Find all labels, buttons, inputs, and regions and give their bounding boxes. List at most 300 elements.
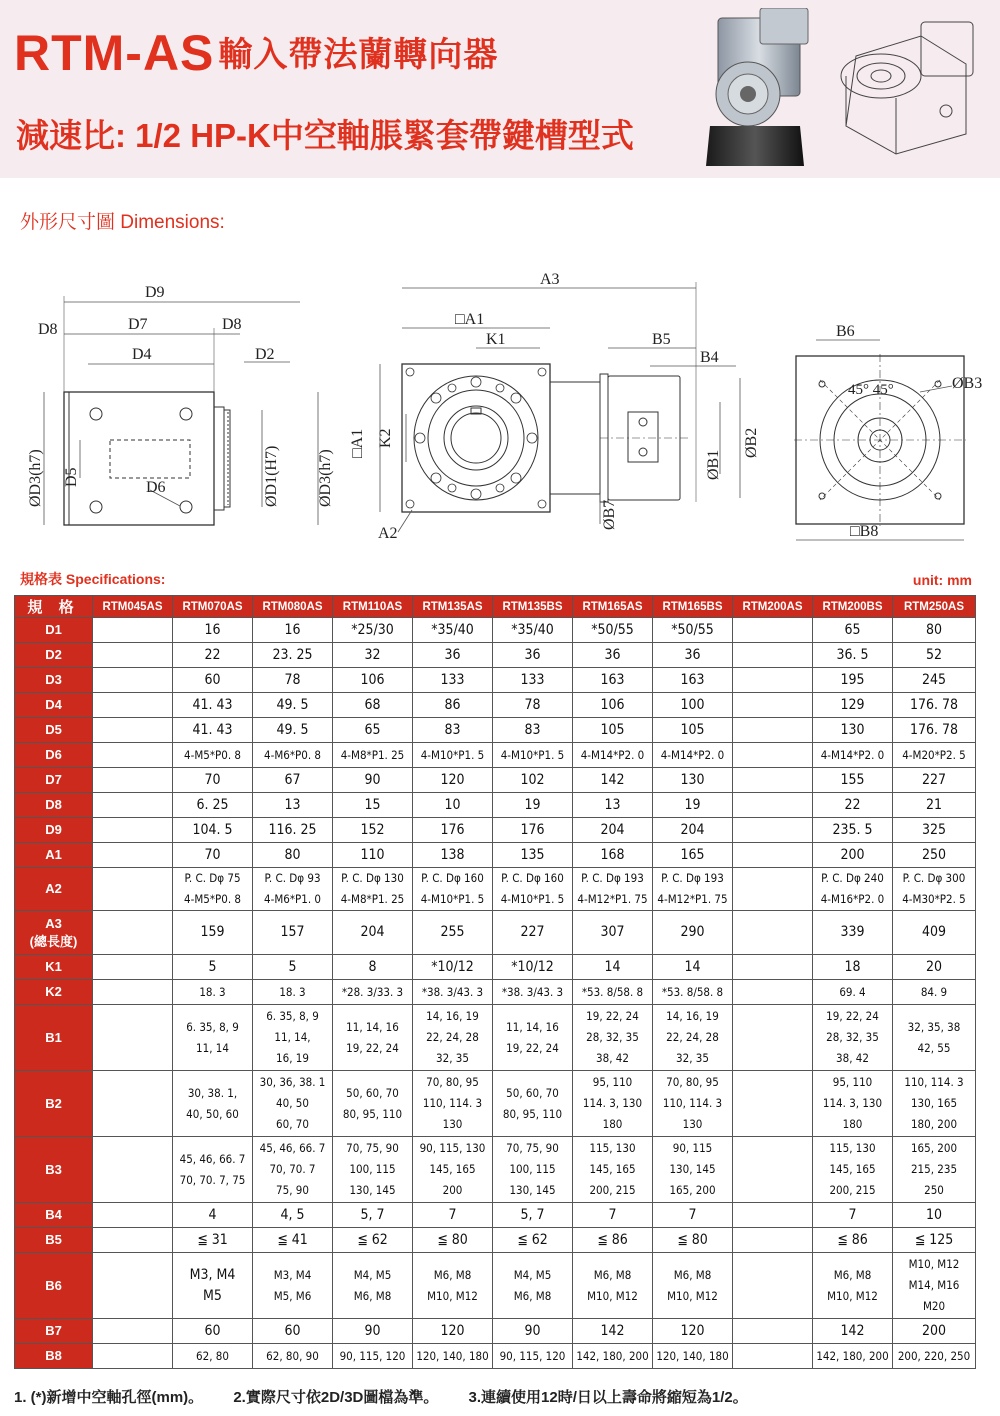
label-b4: B4 [700, 349, 719, 366]
row-label: D4 [15, 693, 93, 718]
table-cell: 22 [813, 793, 893, 818]
table-cell: 70, 75, 90 100, 115 130, 145 [333, 1137, 413, 1203]
table-cell: 142 [573, 1319, 653, 1344]
side-view-labels [27, 284, 334, 507]
table-cell [93, 818, 173, 843]
table-cell: 155 [813, 768, 893, 793]
table-cell: 90, 115, 120 [493, 1344, 573, 1369]
footnote-1: 1. (*)新增中空軸孔徑(mm)。 [14, 1389, 204, 1406]
table-cell: *35/40 [413, 618, 493, 643]
table-cell: 83 [413, 718, 493, 743]
table-cell [733, 743, 813, 768]
table-row [15, 1344, 976, 1369]
table-cell: 176. 78 [893, 718, 976, 743]
table-cell: P. C. Dφ 240 4-M16*P2. 0 [813, 868, 893, 911]
table-cell [733, 693, 813, 718]
table-cell: 13 [573, 793, 653, 818]
row-label: D1 [15, 618, 93, 643]
table-cell: *38. 3/43. 3 [493, 980, 573, 1005]
table-cell: 105 [653, 718, 733, 743]
table-cell: 4-M6*P0. 8 [253, 743, 333, 768]
dimension-drawing [0, 262, 1000, 562]
label-b2: ØB2 [743, 427, 760, 458]
table-row [15, 793, 976, 818]
table-cell: ≦ 80 [653, 1228, 733, 1253]
table-cell [733, 1071, 813, 1137]
table-cell: *10/12 [493, 955, 573, 980]
table-cell [93, 1005, 173, 1071]
table-cell: 62, 80 [173, 1344, 253, 1369]
table-cell: 157 [253, 911, 333, 955]
model-header: RTM135AS [413, 596, 493, 618]
model-header: RTM045AS [93, 596, 173, 618]
table-cell: 90 [493, 1319, 573, 1344]
table-cell: 235. 5 [813, 818, 893, 843]
table-cell: 195 [813, 668, 893, 693]
label-d9: D9 [145, 284, 165, 301]
table-cell: 4-M10*P1. 5 [493, 743, 573, 768]
table-cell: 4-M14*P2. 0 [813, 743, 893, 768]
table-cell: 245 [893, 668, 976, 693]
table-header-row [15, 596, 976, 618]
table-cell: 18. 3 [173, 980, 253, 1005]
table-cell: ≦ 62 [333, 1228, 413, 1253]
table-cell: 80 [893, 618, 976, 643]
table-cell: *10/12 [413, 955, 493, 980]
table-cell: *38. 3/43. 3 [413, 980, 493, 1005]
table-cell: *53. 8/58. 8 [573, 980, 653, 1005]
table-cell: 36 [493, 643, 573, 668]
table-row [15, 1005, 976, 1071]
table-cell: 21 [893, 793, 976, 818]
table-cell: P. C. Dφ 130 4-M8*P1. 25 [333, 868, 413, 911]
table-cell: ≦ 86 [813, 1228, 893, 1253]
table-cell: 115, 130 145, 165 200, 215 [573, 1137, 653, 1203]
table-cell: 68 [333, 693, 413, 718]
table-cell: 204 [333, 911, 413, 955]
table-cell: 60 [173, 668, 253, 693]
table-cell: 100 [653, 693, 733, 718]
row-label: D5 [15, 718, 93, 743]
table-row [15, 868, 976, 911]
table-row [15, 1319, 976, 1344]
table-cell: 45, 46, 66. 7 70, 70. 7 75, 90 [253, 1137, 333, 1203]
table-row [15, 693, 976, 718]
table-cell: ≦ 80 [413, 1228, 493, 1253]
table-cell: ≦ 125 [893, 1228, 976, 1253]
table-cell: 80 [253, 843, 333, 868]
row-label: D6 [15, 743, 93, 768]
footnote-2: 2.實際尺寸依2D/3D圖檔為準。 [233, 1389, 439, 1406]
model-header: RTM200AS [733, 596, 813, 618]
table-cell: 30, 38. 1, 40, 50, 60 [173, 1071, 253, 1137]
table-row [15, 743, 976, 768]
table-cell [733, 668, 813, 693]
row-label: D9 [15, 818, 93, 843]
table-cell: 138 [413, 843, 493, 868]
table-cell: 50, 60, 70 80, 95, 110 [333, 1071, 413, 1137]
model-header: RTM165BS [653, 596, 733, 618]
table-cell [733, 1253, 813, 1319]
table-cell: 6. 25 [173, 793, 253, 818]
table-cell: 6. 35, 8, 9 11, 14, 16, 19 [253, 1005, 333, 1071]
table-cell: 409 [893, 911, 976, 955]
table-cell: 23. 25 [253, 643, 333, 668]
table-cell: 133 [413, 668, 493, 693]
table-cell: 14, 16, 19 22, 24, 28 32, 35 [413, 1005, 493, 1071]
table-cell: P. C. Dφ 160 4-M10*P1. 5 [413, 868, 493, 911]
table-cell: 90, 115, 120 [333, 1344, 413, 1369]
table-cell [733, 1203, 813, 1228]
table-cell: 84. 9 [893, 980, 976, 1005]
table-cell [93, 1228, 173, 1253]
table-row [15, 1137, 976, 1203]
model-header: RTM080AS [253, 596, 333, 618]
table-cell [733, 911, 813, 955]
table-cell: 106 [573, 693, 653, 718]
table-cell: *28. 3/33. 3 [333, 980, 413, 1005]
unit-label: unit: mm [912, 572, 972, 588]
table-cell: 163 [653, 668, 733, 693]
row-label: A3 (總長度) [15, 911, 93, 955]
table-cell: 49. 5 [253, 718, 333, 743]
specifications-table [14, 595, 976, 1369]
label-b6: B6 [836, 323, 855, 340]
table-cell [93, 743, 173, 768]
table-cell: 339 [813, 911, 893, 955]
table-cell: M3, M4 M5 [173, 1253, 253, 1319]
row-label: A2 [15, 868, 93, 911]
table-cell [93, 980, 173, 1005]
table-cell: 152 [333, 818, 413, 843]
model-header: RTM070AS [173, 596, 253, 618]
label-a1-side: □A1 [349, 428, 366, 458]
table-cell: P. C. Dφ 75 4-M5*P0. 8 [173, 868, 253, 911]
table-cell: 32 [333, 643, 413, 668]
row-label: B1 [15, 1005, 93, 1071]
table-cell: 14 [653, 955, 733, 980]
table-cell: 200 [893, 1319, 976, 1344]
row-label: K1 [15, 955, 93, 980]
label-d1: ØD1(H7) [263, 445, 280, 507]
table-cell: 5, 7 [493, 1203, 573, 1228]
table-cell: P. C. Dφ 193 4-M12*P1. 75 [653, 868, 733, 911]
table-cell: 8 [333, 955, 413, 980]
row-label: D7 [15, 768, 93, 793]
table-cell: 4, 5 [253, 1203, 333, 1228]
table-cell: 60 [253, 1319, 333, 1344]
label-d2: D2 [255, 346, 275, 363]
table-row [15, 1228, 976, 1253]
table-cell: 45, 46, 66. 7 70, 70. 7, 75 [173, 1137, 253, 1203]
page-title [14, 24, 498, 82]
table-row [15, 955, 976, 980]
table-cell: ≦ 86 [573, 1228, 653, 1253]
row-label: D3 [15, 668, 93, 693]
table-cell: 49. 5 [253, 693, 333, 718]
table-cell: 16 [253, 618, 333, 643]
table-cell: 62, 80, 90 [253, 1344, 333, 1369]
table-cell: 204 [653, 818, 733, 843]
table-cell [733, 1005, 813, 1071]
table-cell: 106 [333, 668, 413, 693]
table-cell: 7 [573, 1203, 653, 1228]
table-cell: *53. 8/58. 8 [653, 980, 733, 1005]
label-b7: ØB7 [601, 499, 618, 530]
table-row [15, 643, 976, 668]
table-cell: 36 [413, 643, 493, 668]
table-cell: 10 [413, 793, 493, 818]
table-cell: 7 [413, 1203, 493, 1228]
table-cell: 159 [173, 911, 253, 955]
table-row [15, 1253, 976, 1319]
table-cell [93, 693, 173, 718]
table-cell: 19 [653, 793, 733, 818]
dimensions-title: 外形尺寸圖 Dimensions: [20, 212, 225, 233]
table-cell [733, 618, 813, 643]
table-row [15, 818, 976, 843]
label-d4: D4 [132, 346, 152, 363]
table-cell: M6, M8 M10, M12 [813, 1253, 893, 1319]
table-cell: 36 [653, 643, 733, 668]
table-cell: 60 [173, 1319, 253, 1344]
table-cell [93, 793, 173, 818]
table-cell: P. C. Dφ 193 4-M12*P1. 75 [573, 868, 653, 911]
table-cell [93, 643, 173, 668]
table-cell: ≦ 62 [493, 1228, 573, 1253]
table-cell: 70 [173, 768, 253, 793]
table-cell: 69. 4 [813, 980, 893, 1005]
table-cell: 250 [893, 843, 976, 868]
table-cell [733, 1228, 813, 1253]
row-label: B5 [15, 1228, 93, 1253]
table-cell: 142, 180, 200 [573, 1344, 653, 1369]
table-cell: 18. 3 [253, 980, 333, 1005]
table-row [15, 1203, 976, 1228]
label-b1: ØB1 [705, 449, 722, 480]
footnotes [14, 1386, 774, 1407]
table-cell: 115, 130 145, 165 200, 215 [813, 1137, 893, 1203]
table-cell: 90, 115 130, 145 165, 200 [653, 1137, 733, 1203]
label-d8-left: D8 [38, 321, 58, 338]
label-k1: K1 [486, 331, 506, 348]
label-d3-right: ØD3(h7) [317, 449, 334, 507]
table-cell: 52 [893, 643, 976, 668]
table-cell [93, 1253, 173, 1319]
model-header: RTM250AS [893, 596, 976, 618]
label-b5: B5 [652, 331, 671, 348]
table-cell: 4-M14*P2. 0 [653, 743, 733, 768]
table-cell: 70 [173, 843, 253, 868]
header-spec-label: 規 格 [15, 596, 93, 618]
table-cell: 4-M20*P2. 5 [893, 743, 976, 768]
page-subtitle: 減速比: 1/2 HP-K中空軸脹緊套帶鍵槽型式 [16, 117, 634, 154]
table-cell: 7 [653, 1203, 733, 1228]
table-cell: 78 [253, 668, 333, 693]
table-cell: 67 [253, 768, 333, 793]
label-d6: D6 [146, 479, 166, 496]
label-a1-top: □A1 [455, 311, 485, 328]
table-cell: 19, 22, 24 28, 32, 35 38, 42 [573, 1005, 653, 1071]
table-cell: 70, 80, 95 110, 114. 3 130 [653, 1071, 733, 1137]
table-cell: 90 [333, 1319, 413, 1344]
title-model: RTM-AS [14, 25, 215, 81]
table-cell: 36 [573, 643, 653, 668]
table-cell [733, 718, 813, 743]
table-cell [733, 955, 813, 980]
row-label: B2 [15, 1071, 93, 1137]
table-row [15, 980, 976, 1005]
table-cell: 65 [813, 618, 893, 643]
table-cell [93, 1344, 173, 1369]
row-label: B3 [15, 1137, 93, 1203]
table-cell: 22 [173, 643, 253, 668]
table-cell: 163 [573, 668, 653, 693]
table-row [15, 768, 976, 793]
table-cell: 13 [253, 793, 333, 818]
table-cell: 120 [413, 768, 493, 793]
table-cell: P. C. Dφ 160 4-M10*P1. 5 [493, 868, 573, 911]
title-cn: 輸入帶法蘭轉向器 [218, 36, 499, 74]
table-cell: 133 [493, 668, 573, 693]
table-cell: 11, 14, 16 19, 22, 24 [333, 1005, 413, 1071]
table-cell [93, 1203, 173, 1228]
table-cell: 7 [813, 1203, 893, 1228]
product-photo [700, 8, 818, 168]
row-label: D2 [15, 643, 93, 668]
end-view [794, 340, 966, 540]
table-cell: 5 [173, 955, 253, 980]
table-row [15, 718, 976, 743]
product-line-drawing [826, 16, 986, 161]
label-d3-left: ØD3(h7) [27, 449, 44, 507]
table-cell: 70, 75, 90 100, 115 130, 145 [493, 1137, 573, 1203]
table-cell [93, 1137, 173, 1203]
row-label: B7 [15, 1319, 93, 1344]
table-cell: 65 [333, 718, 413, 743]
table-cell: 290 [653, 911, 733, 955]
table-cell: 50, 60, 70 80, 95, 110 [493, 1071, 573, 1137]
table-row [15, 1071, 976, 1137]
table-cell: 4-M14*P2. 0 [573, 743, 653, 768]
table-cell: 200, 220, 250 [893, 1344, 976, 1369]
table-cell [733, 818, 813, 843]
table-cell: ≦ 31 [173, 1228, 253, 1253]
table-cell: 120, 140, 180 [413, 1344, 493, 1369]
table-cell [93, 668, 173, 693]
table-cell: 4-M10*P1. 5 [413, 743, 493, 768]
table-cell [733, 868, 813, 911]
label-d7: D7 [128, 316, 148, 333]
table-cell: 41. 43 [173, 693, 253, 718]
table-cell: 142 [573, 768, 653, 793]
table-cell [93, 618, 173, 643]
table-cell [733, 980, 813, 1005]
table-cell: 104. 5 [173, 818, 253, 843]
table-cell: 135 [493, 843, 573, 868]
model-header: RTM165AS [573, 596, 653, 618]
label-a3: A3 [540, 271, 560, 288]
table-cell: 307 [573, 911, 653, 955]
table-row [15, 911, 976, 955]
table-cell: 105 [573, 718, 653, 743]
header-banner [0, 0, 1000, 178]
table-cell [733, 793, 813, 818]
table-row [15, 843, 976, 868]
table-cell: 20 [893, 955, 976, 980]
table-cell: 168 [573, 843, 653, 868]
table-cell: 86 [413, 693, 493, 718]
table-cell: ≦ 41 [253, 1228, 333, 1253]
table-cell: 120, 140, 180 [653, 1344, 733, 1369]
table-cell: 176 [413, 818, 493, 843]
table-cell: 227 [493, 911, 573, 955]
label-k2: K2 [377, 428, 394, 448]
table-cell: 90, 115, 130 145, 165 200 [413, 1137, 493, 1203]
table-cell [93, 843, 173, 868]
table-cell [733, 843, 813, 868]
table-cell [93, 768, 173, 793]
table-cell: M6, M8 M10, M12 [413, 1253, 493, 1319]
table-cell: 130 [813, 718, 893, 743]
label-d8-right: D8 [222, 316, 242, 333]
table-cell: M10, M12 M14, M16 M20 [893, 1253, 976, 1319]
table-cell [733, 1137, 813, 1203]
table-cell [93, 718, 173, 743]
table-cell [93, 911, 173, 955]
table-cell: 5, 7 [333, 1203, 413, 1228]
table-cell: 14, 16, 19 22, 24, 28 32, 35 [653, 1005, 733, 1071]
table-cell: 6. 35, 8, 9 11, 14 [173, 1005, 253, 1071]
table-cell: *50/55 [653, 618, 733, 643]
table-cell: 95, 110 114. 3, 130 180 [573, 1071, 653, 1137]
table-cell: 16 [173, 618, 253, 643]
table-cell: 14 [573, 955, 653, 980]
table-cell: 110 [333, 843, 413, 868]
table-cell: 255 [413, 911, 493, 955]
table-cell: 19, 22, 24 28, 32, 35 38, 42 [813, 1005, 893, 1071]
table-cell: 130 [653, 768, 733, 793]
row-label: A1 [15, 843, 93, 868]
table-cell: 95, 110 114. 3, 130 180 [813, 1071, 893, 1137]
table-cell: 204 [573, 818, 653, 843]
table-cell: 165 [653, 843, 733, 868]
table-cell: 36. 5 [813, 643, 893, 668]
row-label: B8 [15, 1344, 93, 1369]
front-view-labels [349, 271, 760, 542]
table-cell: *25/30 [333, 618, 413, 643]
table-cell [733, 1344, 813, 1369]
table-cell: 102 [493, 768, 573, 793]
table-cell: 176. 78 [893, 693, 976, 718]
table-cell: P. C. Dφ 300 4-M30*P2. 5 [893, 868, 976, 911]
table-cell: 116. 25 [253, 818, 333, 843]
label-angles: 45° 45° [848, 382, 894, 398]
table-cell: 165, 200 215, 235 250 [893, 1137, 976, 1203]
table-cell: 176 [493, 818, 573, 843]
table-cell: 5 [253, 955, 333, 980]
front-view [380, 282, 740, 532]
table-cell: 15 [333, 793, 413, 818]
table-row [15, 668, 976, 693]
label-d5: D5 [63, 467, 80, 487]
row-label: B6 [15, 1253, 93, 1319]
table-cell: 325 [893, 818, 976, 843]
row-label: D8 [15, 793, 93, 818]
specifications-label: 規格表 Specifications: [20, 571, 166, 587]
footnote-3: 3.連續使用12時/日以上壽命將縮短為1/2。 [468, 1389, 748, 1406]
table-cell: 120 [413, 1319, 493, 1344]
